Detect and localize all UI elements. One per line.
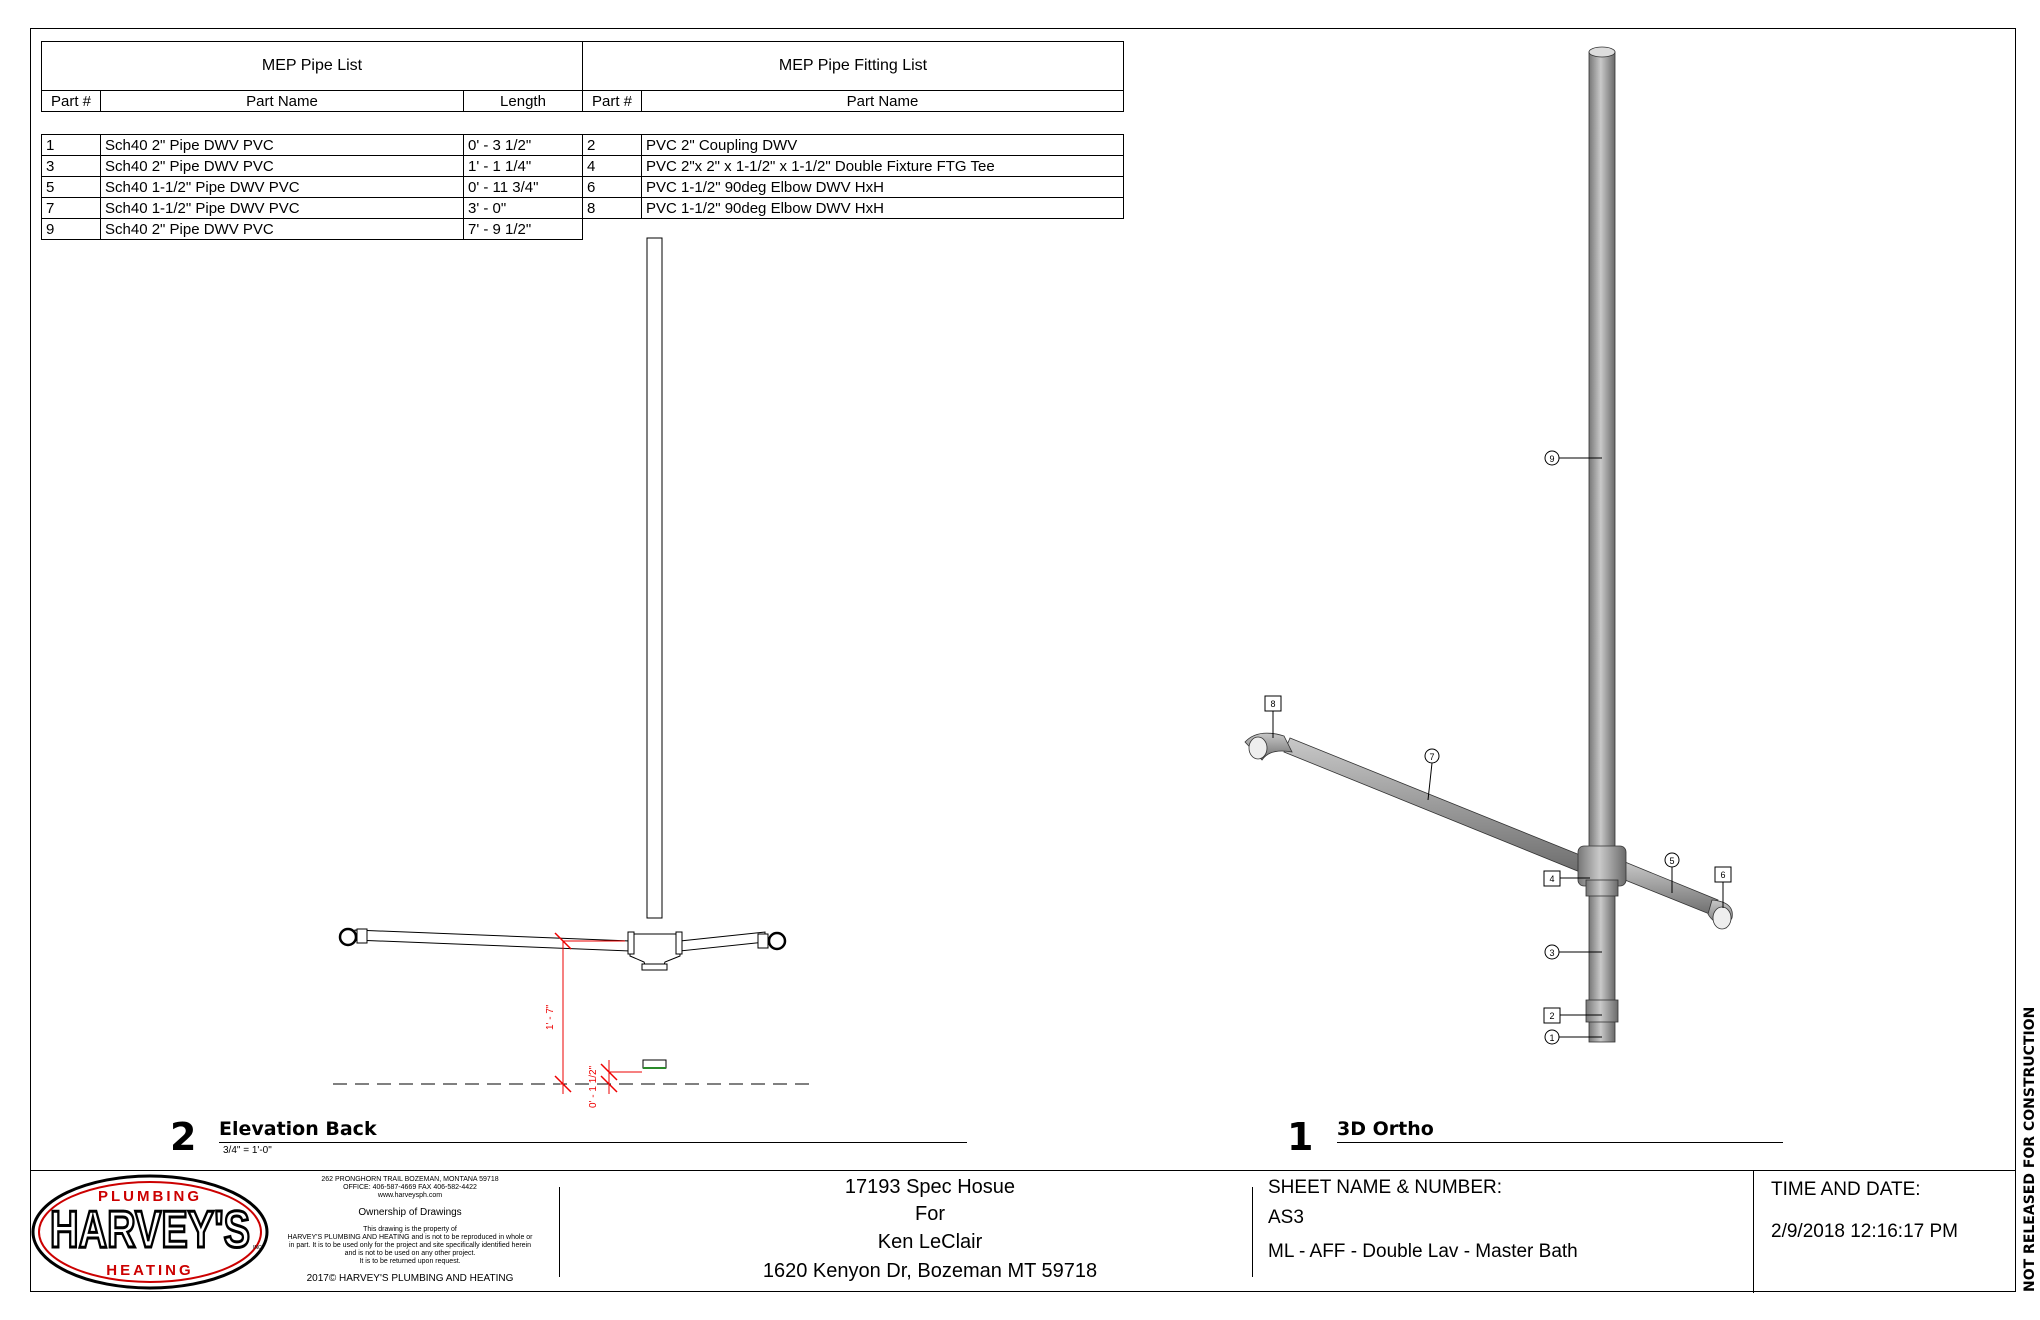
ownership-line: in part. It is to be used only for the project and site specifically identified herein	[288, 1242, 532, 1249]
col-part-name: Part Name	[101, 91, 464, 112]
fitting-list-title: MEP Pipe Fitting List	[583, 42, 1124, 91]
svg-text:5: 5	[1669, 856, 1675, 866]
part-length: 7' - 9 1/2"	[464, 219, 583, 240]
part-num: 8	[583, 198, 642, 219]
part-num: 6	[583, 177, 642, 198]
part-name: PVC 2"x 2" x 1-1/2" x 1-1/2" Double Fixture FTG Tee	[642, 156, 1124, 177]
project-address: 1620 Kenyon Dr, Bozeman MT 59718	[762, 1260, 1098, 1282]
elevation-view-name: Elevation Back	[219, 1118, 377, 1140]
svg-text:PLUMBING: PLUMBING	[98, 1188, 202, 1205]
col-part-num: Part #	[42, 91, 101, 112]
svg-text:3: 3	[1549, 948, 1555, 958]
title-block	[30, 1170, 2016, 1292]
divider	[1252, 1187, 1253, 1277]
sheet-number: AS3	[1268, 1207, 1304, 1228]
tag-8	[1265, 696, 1281, 738]
part-name: Sch40 2" Pipe DWV PVC	[101, 156, 464, 177]
dimension-label-1: 1' - 7"	[545, 1004, 556, 1030]
copyright: 2017© HARVEY'S PLUMBING AND HEATING	[306, 1273, 514, 1284]
ortho-view-name: 3D Ortho	[1337, 1118, 1434, 1140]
part-num: 2	[583, 135, 642, 156]
svg-text:4: 4	[1549, 874, 1555, 884]
part-length: 3' - 0"	[464, 198, 583, 219]
ownership-title: Ownership of Drawings	[358, 1207, 462, 1218]
part-num: 3	[42, 156, 101, 177]
part-length: 0' - 3 1/2"	[464, 135, 583, 156]
part-length: 1' - 1 1/4"	[464, 156, 583, 177]
divider	[559, 1187, 560, 1277]
part-name: PVC 1-1/2" 90deg Elbow DWV HxH	[642, 198, 1124, 219]
part-name: Sch40 1-1/2" Pipe DWV PVC	[101, 198, 464, 219]
sheet-label: SHEET NAME & NUMBER:	[1268, 1177, 1503, 1198]
svg-text:8: 8	[1270, 699, 1276, 709]
part-name: Sch40 2" Pipe DWV PVC	[101, 135, 464, 156]
ortho-view-number: 1	[1287, 1115, 1314, 1159]
svg-text:HEATING: HEATING	[106, 1262, 194, 1279]
col-part-num: Part #	[583, 91, 642, 112]
company-phone: OFFICE: 406-587-4669 FAX 406-582-4422	[343, 1184, 477, 1191]
elevation-view-scale: 3/4" = 1'-0"	[223, 1145, 272, 1156]
company-web: www.harveysph.com	[377, 1192, 443, 1199]
col-length: Length	[464, 91, 583, 112]
company-logo	[30, 1171, 270, 1293]
time-label: TIME AND DATE:	[1771, 1179, 1921, 1200]
sheet-name: ML - AFF - Double Lav - Master Bath	[1268, 1241, 1578, 1262]
part-num: 9	[42, 219, 101, 240]
svg-text:7: 7	[1429, 752, 1435, 762]
part-name: PVC 2" Coupling DWV	[642, 135, 1124, 156]
svg-text:9: 9	[1549, 454, 1555, 464]
elevation-view-number: 2	[170, 1115, 197, 1159]
elevation-title-line	[219, 1142, 967, 1143]
dimension-label-2: 0' - 1 1/2"	[588, 1065, 599, 1108]
part-name: PVC 1-1/2" 90deg Elbow DWV HxH	[642, 177, 1124, 198]
tag-7	[1425, 749, 1439, 800]
part-name: Sch40 2" Pipe DWV PVC	[101, 219, 464, 240]
part-num: 1	[42, 135, 101, 156]
svg-text:HARVEY'S: HARVEY'S	[50, 1201, 250, 1259]
project-name: 17193 Spec Hosue	[844, 1176, 1016, 1198]
project-for: For	[915, 1203, 945, 1225]
part-num: 7	[42, 198, 101, 219]
part-num: 5	[42, 177, 101, 198]
svg-text:INC.: INC.	[253, 1245, 263, 1251]
divider	[1753, 1171, 1754, 1293]
part-name: Sch40 1-1/2" Pipe DWV PVC	[101, 177, 464, 198]
time-value: 2/9/2018 12:16:17 PM	[1771, 1221, 1958, 1242]
not-released-stamp: NOT RELEASED FOR CONSTRUCTION	[2022, 1006, 2038, 1292]
ownership-line: and is not to be used on any other project.	[344, 1250, 476, 1257]
part-length: 0' - 11 3/4"	[464, 177, 583, 198]
company-address: 262 PRONGHORN TRAIL BOZEMAN, MONTANA 59718	[321, 1176, 499, 1183]
col-part-name: Part Name	[642, 91, 1124, 112]
svg-text:1: 1	[1549, 1033, 1555, 1043]
ownership-line: This drawing is the property of	[363, 1226, 457, 1233]
ownership-line: HARVEY'S PLUMBING AND HEATING and is not to be reproduced in whole or	[287, 1234, 533, 1241]
client-name: Ken LeClair	[877, 1231, 983, 1253]
ortho-title-line	[1337, 1142, 1783, 1143]
ownership-line: It is to be returned upon request.	[359, 1258, 461, 1265]
pipe-list-title: MEP Pipe List	[42, 42, 583, 91]
part-num: 4	[583, 156, 642, 177]
svg-text:6: 6	[1720, 870, 1726, 880]
svg-text:2: 2	[1549, 1011, 1555, 1021]
